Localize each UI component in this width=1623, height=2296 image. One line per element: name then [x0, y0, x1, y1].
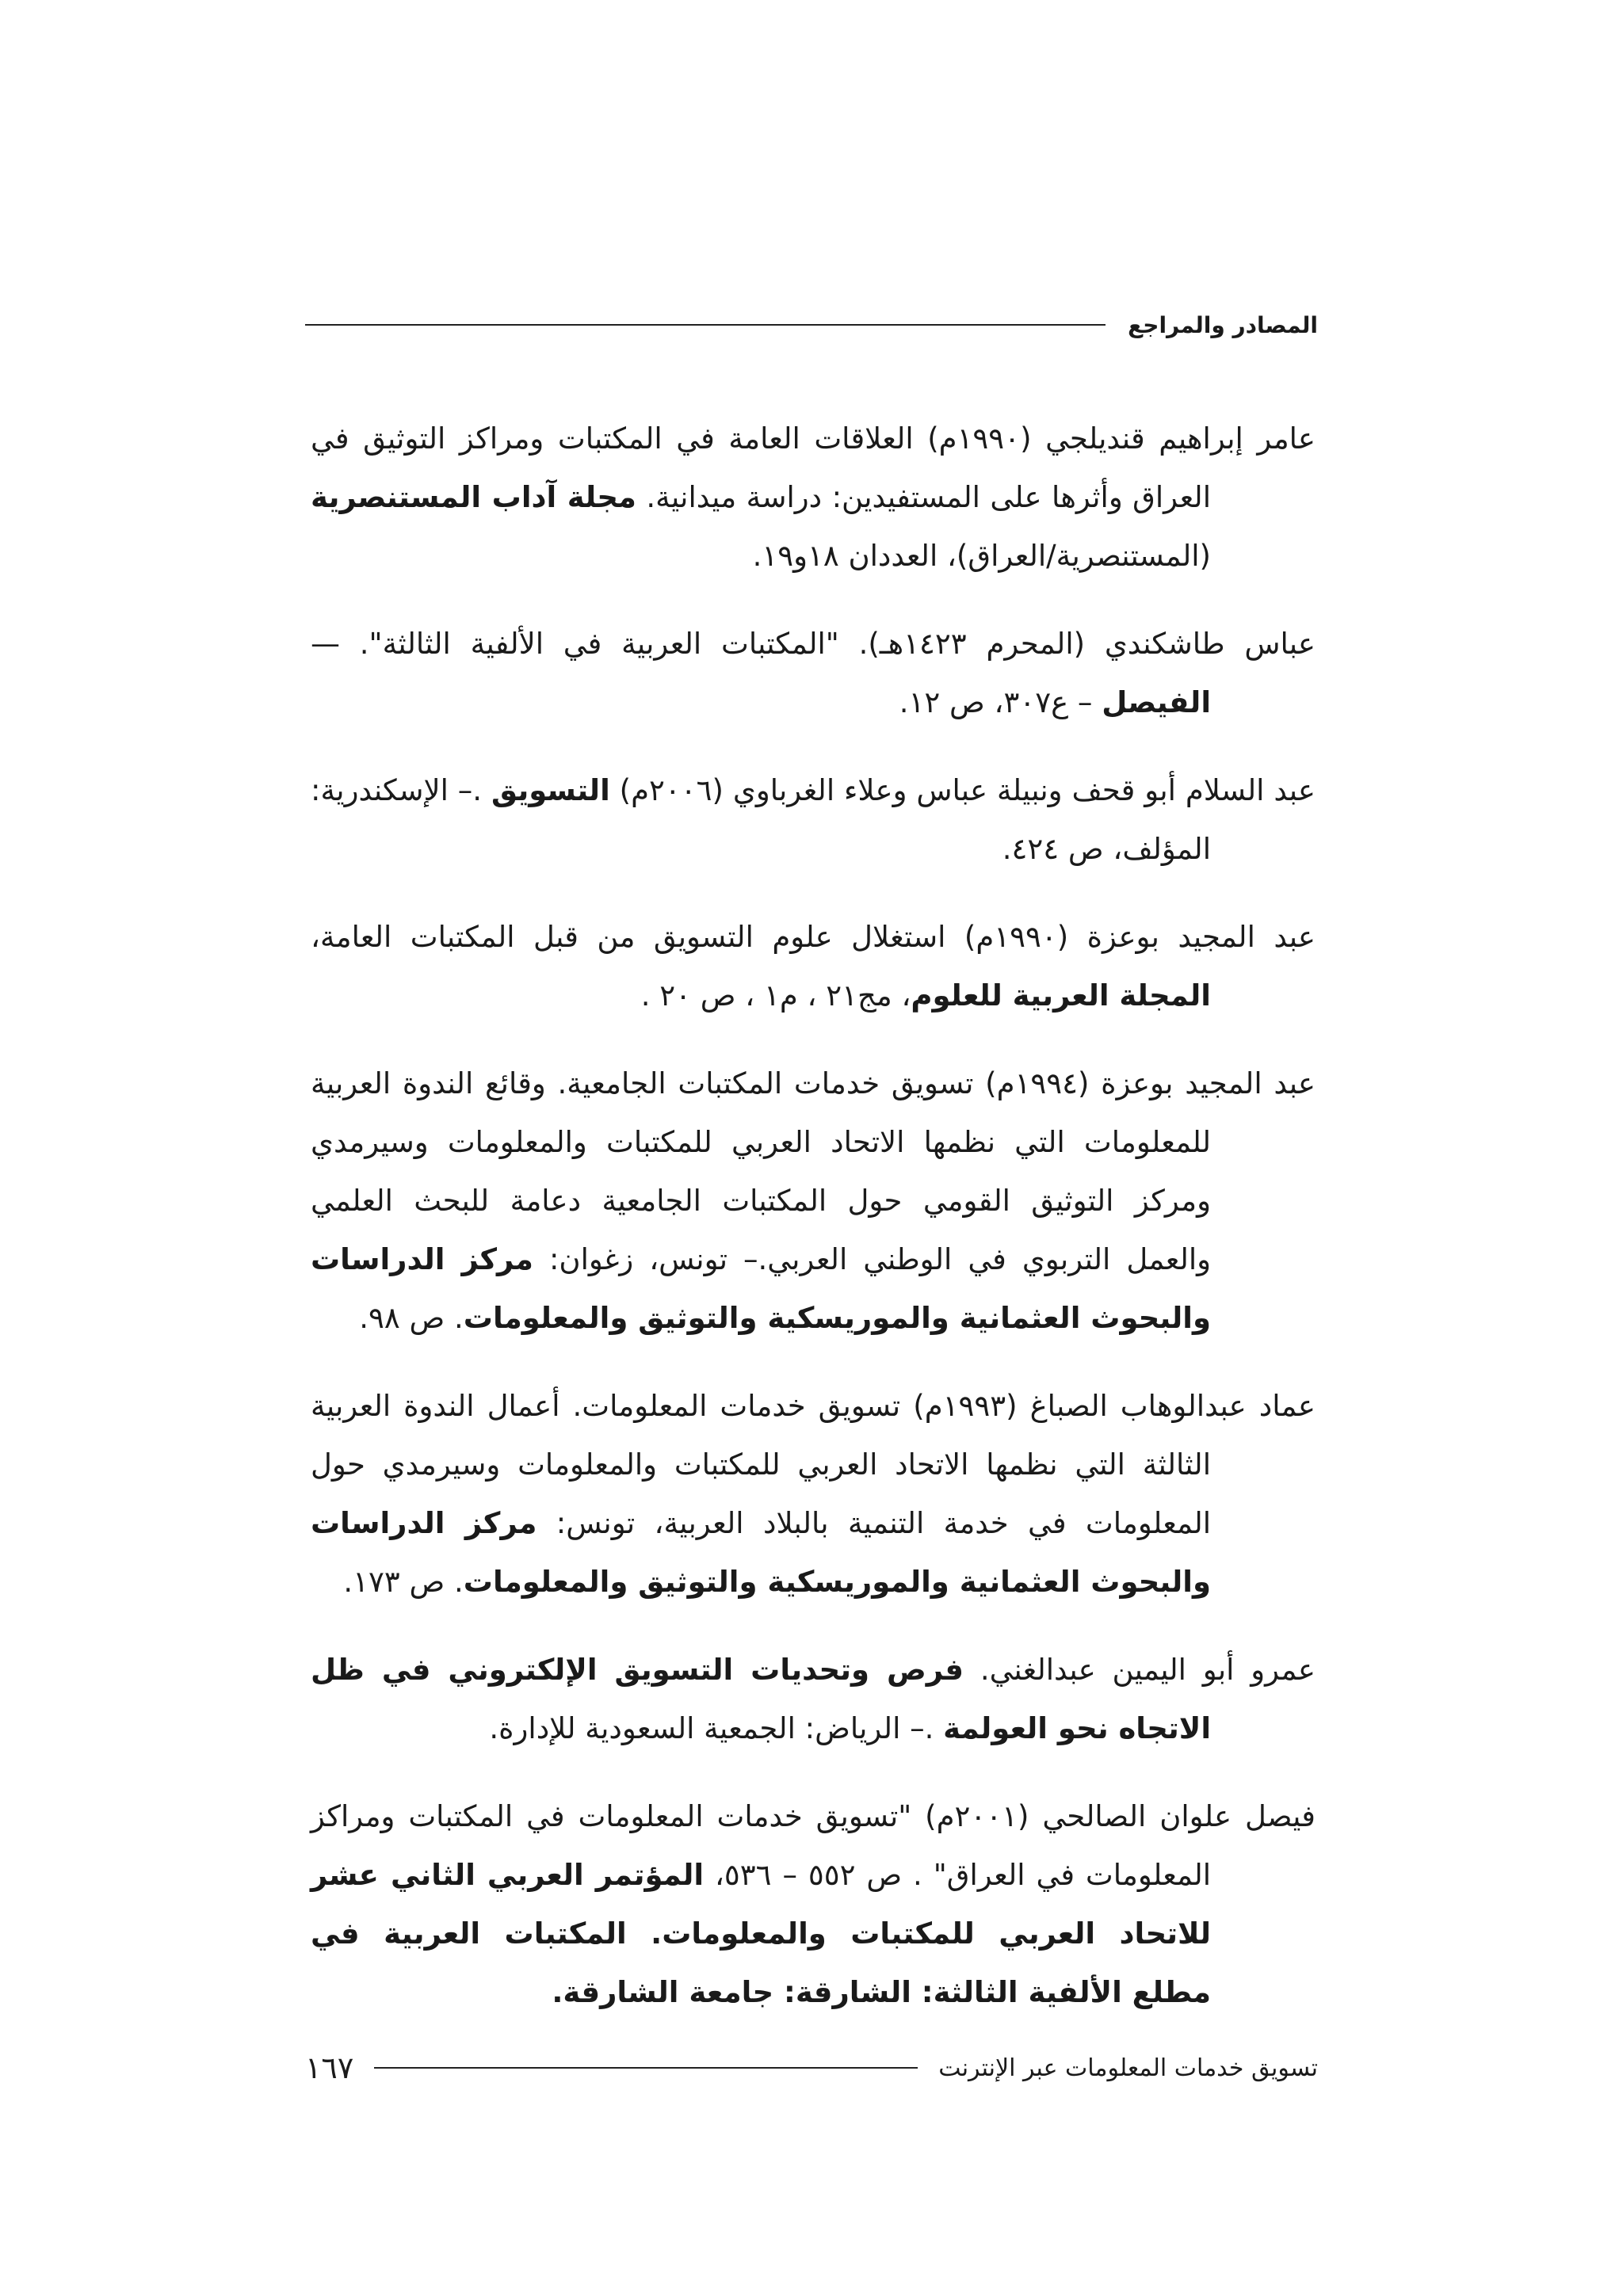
entry-text: عماد عبدالوهاب الصباغ (١٩٩٣م) تسويق خدمات المعلومات. أعمال الندوة العربية الثالثة التي نظمها الاتحاد العربي للمكتبات والمعلومات وسيرمدي حول المعلومات في خدمة التنمية بالبلاد العربية، تونس: [311, 1389, 1316, 1540]
bibliography-entry [311, 1787, 1316, 2022]
entry-source-title: مركز الدراسات والبحوث العثمانية والموريسكية والتوثيق والمعلومات [311, 1242, 1211, 1335]
bibliography-entry [311, 908, 1316, 1025]
entry-text: – ع٣٠٧، ص ١٢. [899, 685, 1102, 719]
entry-source-title: فرص وتحديات التسويق الإلكتروني في ظل الاتجاه نحو العولمة [311, 1653, 1211, 1745]
entry-source-title: التسويق [491, 773, 610, 807]
entry-text: عمرو أبو اليمين عبدالغني. [964, 1653, 1316, 1687]
bibliography-entry [311, 1641, 1316, 1758]
page-number: ١٦٧ [305, 2050, 354, 2085]
entry-text: عبد المجيد بوعزة (١٩٩٤م) تسويق خدمات المكتبات الجامعية. وقائع الندوة العربية للمعلومات التي نظمها الاتحاد العربي للمكتبات والمعلومات وسيرمدي ومركز التوثيق القومي حول المكتبات الجامعية دعامة للبحث العلمي والعمل التربوي في الوطني العربي.– تونس، زغوان: [311, 1066, 1316, 1276]
header-section-title: المصادر والمراجع [1128, 311, 1318, 338]
running-footer [305, 2040, 1318, 2096]
bibliography-entry [311, 761, 1316, 879]
footer-rule [374, 2067, 918, 2069]
footer-book-title: تسويق خدمات المعلومات عبر الإنترنت [938, 2054, 1318, 2082]
bibliography-entry [311, 1055, 1316, 1348]
entry-text: .– الرياض: الجمعية السعودية للإدارة. [489, 1711, 944, 1745]
running-header [305, 301, 1318, 349]
entry-text: عبد المجيد بوعزة (١٩٩٠م) استغلال علوم التسويق من قبل المكتبات العامة، [311, 920, 1316, 954]
header-rule [305, 324, 1106, 326]
entry-source-title: المجلة العربية للعلوم [911, 978, 1211, 1013]
bibliography-entry [311, 615, 1316, 732]
entry-text: . ص ٩٨. [359, 1301, 464, 1335]
entry-source-title: مجلة آداب المستنصرية [311, 480, 636, 514]
entry-text: ، مج٢١ ، م١ ، ص ٢٠ . [640, 978, 911, 1013]
entry-source-title: المؤتمر العربي الثاني عشر للاتحاد العربي للمكتبات والمعلومات. المكتبات العربية في مطلع الألفية الثالثة: الشارقة: جامعة الشارقة. [311, 1858, 1211, 2009]
entry-text: فيصل علوان الصالحي (٢٠٠١م) "تسويق خدمات المعلومات في المكتبات ومراكز المعلومات في العراق" . ص ٥٥٢ – ٥٣٦، [311, 1799, 1316, 1892]
entry-text: عامر إبراهيم قنديلجي (١٩٩٠م) العلاقات العامة في المكتبات ومراكز التوثيق في العراق وأثرها على المستفيدين: دراسة ميدانية. [311, 421, 1316, 514]
entry-text: . ص ١٧٣. [343, 1565, 464, 1599]
bibliography-entry [311, 1377, 1316, 1611]
entry-text: .– الإسكندرية: المؤلف، ص ٤٢٤. [311, 773, 1211, 866]
entry-text: عبد السلام أبو قحف ونبيلة عباس وعلاء الغرباوي (٢٠٠٦م) [609, 773, 1316, 807]
entry-source-title: الفيصل [1102, 685, 1211, 719]
entry-text: عباس طاشكندي (المحرم ١٤٢٣هـ). "المكتبات العربية في الألفية الثالثة". — [311, 627, 1316, 661]
entry-source-title: مركز الدراسات والبحوث العثمانية والموريسكية والتوثيق والمعلومات [311, 1506, 1211, 1599]
bibliography-list [311, 380, 1316, 2044]
bibliography-entry [311, 410, 1316, 585]
entry-text: (المستنصرية/العراق)، العددان ١٨و١٩. [752, 539, 1211, 573]
